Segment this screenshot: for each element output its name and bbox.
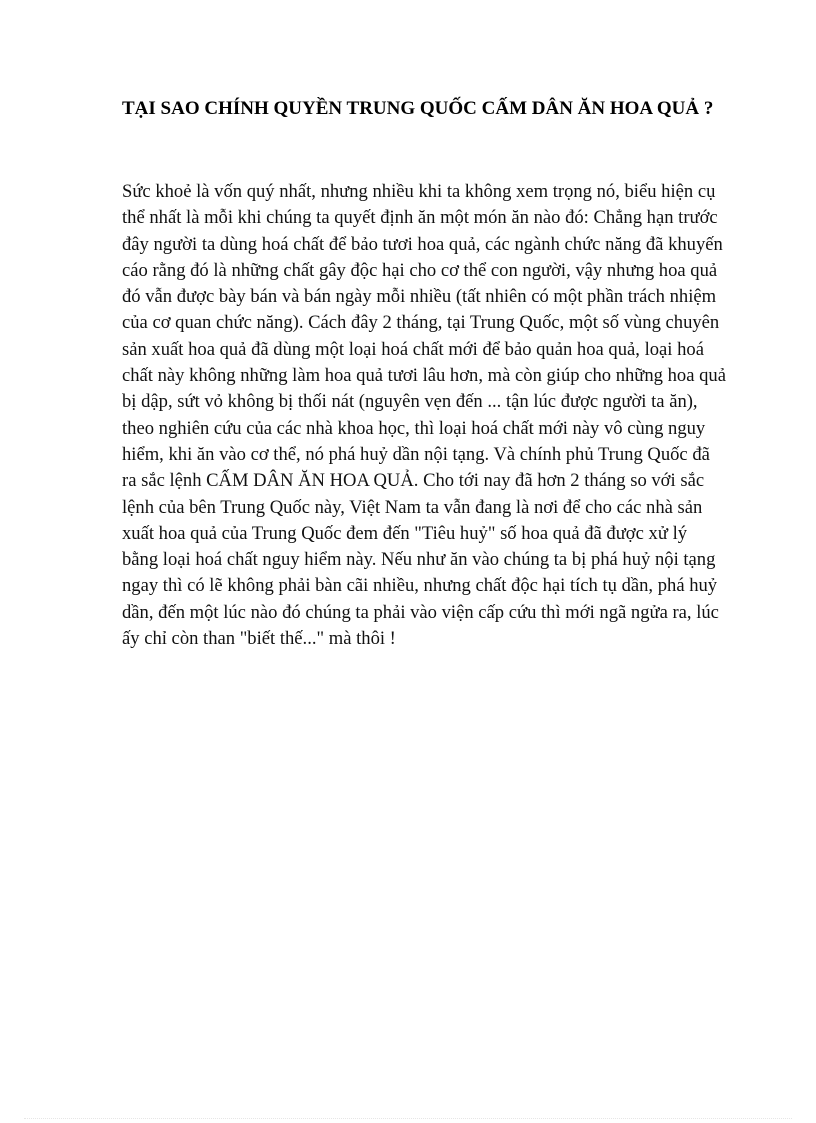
- page-bottom-divider: [24, 1118, 792, 1119]
- document-body-paragraph: Sức khoẻ là vốn quý nhất, nhưng nhiều khi ta không xem trọng nó, biểu hiện cụ thể nhất là mỗi khi chúng ta quyết định ăn một món ăn nào đó: Chẳng hạn trước đây người ta dùng hoá chất để bảo tươi hoa quả, các ngành chức năng đã khuyến cáo rằng đó là những chất gây độc hại cho cơ thể con người, vậy nhưng hoa quả đó vẫn được bày bán và bán ngày mỗi nhiều (tất nhiên có một phần trách nhiệm của cơ quan chức năng). Cách đây 2 tháng, tại Trung Quốc, một số vùng chuyên sản xuất hoa quả đã dùng một loại hoá chất mới để bảo quản hoa quả, loại hoá chất này không những làm hoa quả tươi lâu hơn, mà còn giúp cho những hoa quả bị dập, sứt vỏ không bị thối nát (nguyên vẹn đến ... tận lúc được người ta ăn), theo nghiên cứu của các nhà khoa học, thì loại hoá chất mới này vô cùng nguy hiểm, khi ăn vào cơ thể, nó phá huỷ dần nội tạng. Và chính phủ Trung Quốc đã ra sắc lệnh CẤM DÂN ĂN HOA QUẢ. Cho tới nay đã hơn 2 tháng so với sắc lệnh của bên Trung Quốc này, Việt Nam ta vẫn đang là nơi để cho các nhà sản xuất hoa quả của Trung Quốc đem đến "Tiêu huỷ" số hoa quả đã được xử lý bằng loại hoá chất nguy hiểm này. Nếu như ăn vào chúng ta bị phá huỷ nội tạng ngay thì có lẽ không phải bàn cãi nhiều, nhưng chất độc hại tích tụ dần, phá huỷ dần, đến một lúc nào đó chúng ta phải vào viện cấp cứu thì mới ngã ngửa ra, lúc ấy chỉ còn than "biết thế..." mà thôi !: [122, 181, 726, 650]
- document-title: TẠI SAO CHÍNH QUYỀN TRUNG QUỐC CẤM DÂN ĂN HOA QUẢ ?: [122, 98, 714, 119]
